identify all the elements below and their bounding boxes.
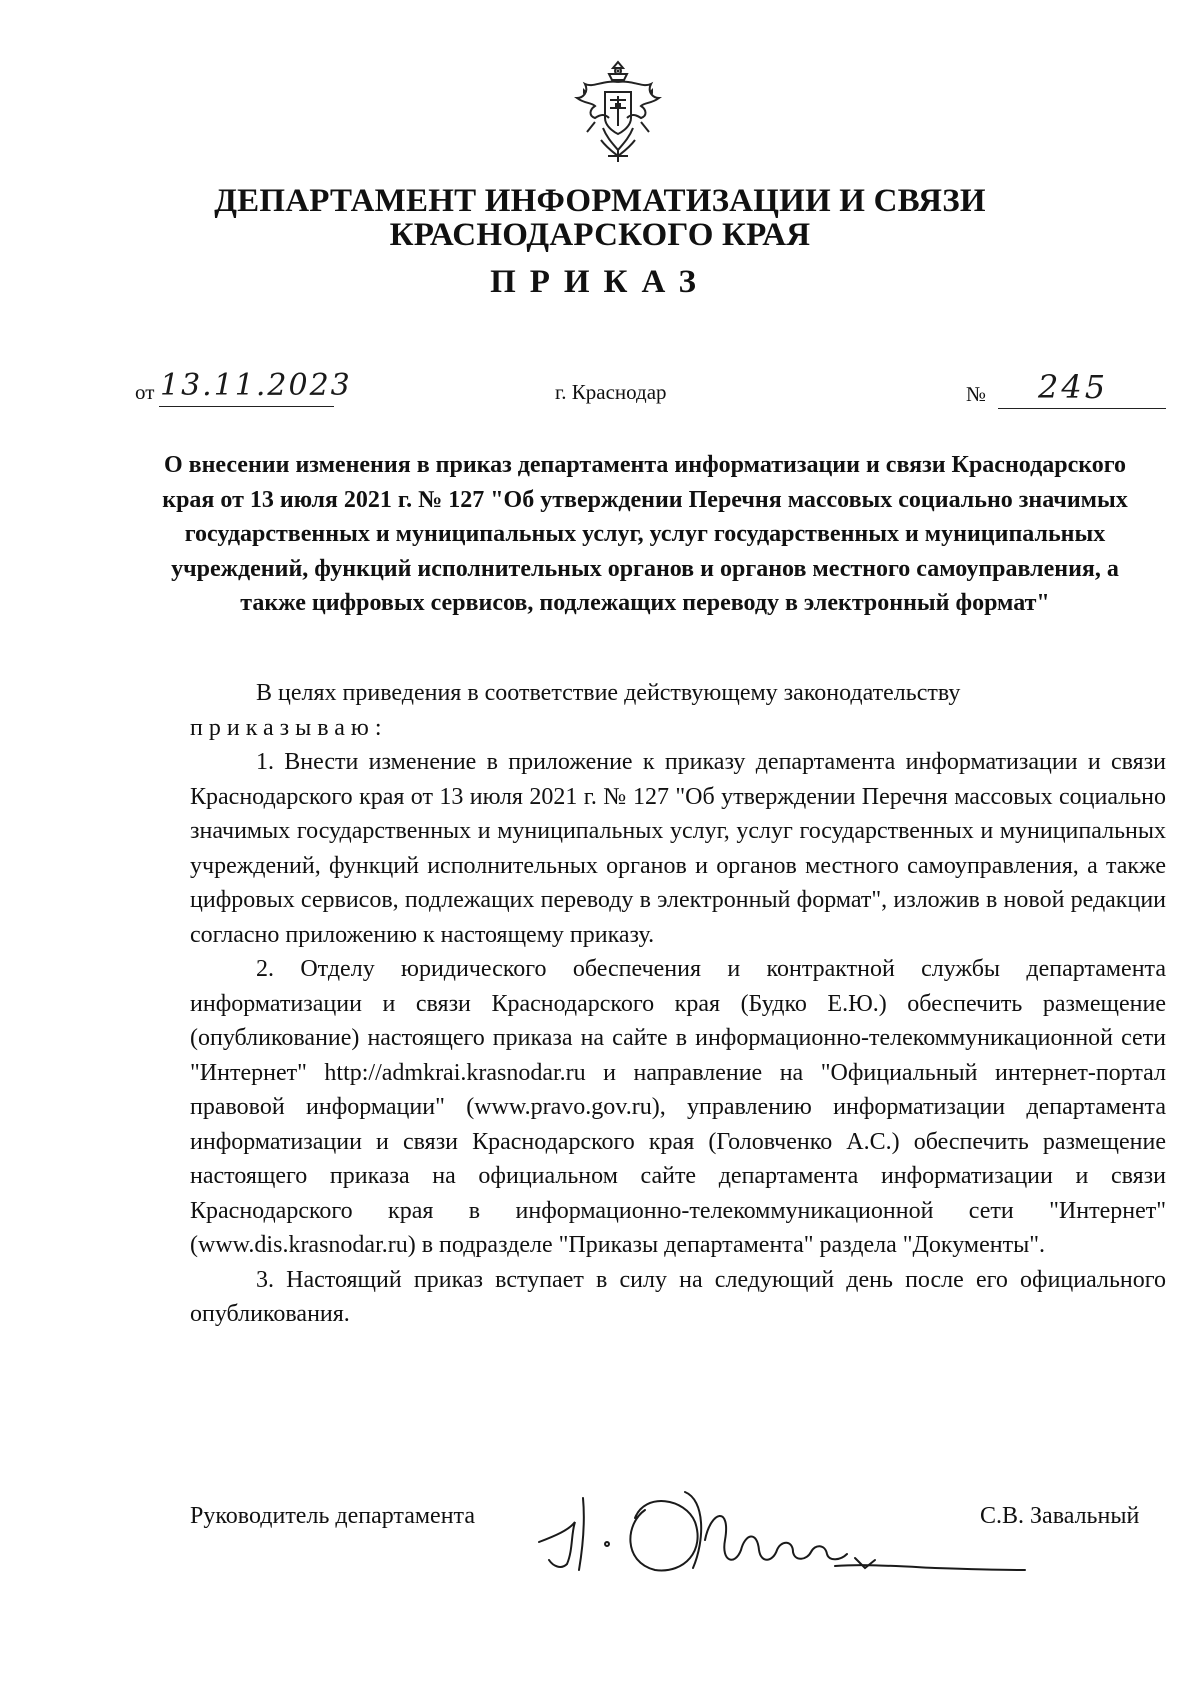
order-item-1: 1. Внести изменение в приложение к приказу департамента информатизации и связи Краснодарского края от 13 июля 2021 г. № 127 "Об утверждении Перечня массовых социально значимых государственных и муниципальных услуг, услуг государственных и муниципальных учреждений, функций исполнительных органов и органов местного самоуправления, а также цифровых сервисов, подлежащих переводу в электронный формат", изложив в новой редакции согласно приложению к настоящему приказу. xyxy=(190,749,1166,948)
order-word: приказываю: xyxy=(190,714,388,741)
organization-name-line1: ДЕПАРТАМЕНТ ИНФОРМАТИЗАЦИИ И СВЯЗИ xyxy=(214,183,986,219)
number-prefix: № xyxy=(966,382,987,406)
document-meta-row xyxy=(0,368,1200,418)
date-prefix: от xyxy=(135,380,155,404)
signatory-title: Руководитель департамента xyxy=(190,1503,475,1529)
handwritten-date: 13.11.2023 xyxy=(160,368,352,403)
date-underline xyxy=(159,406,334,407)
signatory-name: С.В. Завальный xyxy=(980,1503,1140,1529)
order-item-2: 2. Отделу юридического обеспечения и контрактной службы департамента информатизации и связи Краснодарского края (Будко Е.Ю.) обеспечить размещение (опубликование) настоящего приказа на сайте в информационно-телекоммуникационной сети "Интернет" http://admkrai.krasnodar.ru и направление на "Официальный интернет-портал правовой информации" (www.pravo.gov.ru), управлению информатизации департамента информатизации и связи Краснодарского края (Головченко А.С.) обеспечить размещение настоящего приказа на официальном сайте департамента информатизации и связи Краснодарского края в информационно-телекоммуникационной сети "Интернет" (www.dis.krasnodar.ru) в подразделе "Приказы департамента" раздела "Документы". xyxy=(190,956,1166,1258)
handwritten-number: 245 xyxy=(1038,368,1109,406)
coat-of-arms-icon xyxy=(573,58,663,166)
organization-name-line2: КРАСНОДАРСКОГО КРАЯ xyxy=(389,217,811,253)
body-intro: В целях приведения в соответствие действующему законодательству xyxy=(256,680,961,706)
document-type: ПРИКАЗ xyxy=(490,264,710,300)
number-underline xyxy=(998,408,1166,409)
city: г. Краснодар xyxy=(555,380,667,404)
document-body xyxy=(190,676,1166,1332)
order-item-3: 3. Настоящий приказ вступает в силу на следующий день после его официального опубликования. xyxy=(190,1266,1166,1327)
handwritten-signature xyxy=(535,1470,1055,1600)
document-subject: О внесении изменения в приказ департамента информатизации и связи Краснодарского края от 13 июля 2021 г. № 127 "Об утверждении Перечня массовых социально значимых государственных и муниципальных услуг, услуг государственных и муниципальных учреждений, функций исполнительных органов и органов местного самоуправления, а также цифровых сервисов, подлежащих переводу в электронный формат" xyxy=(162,452,1128,616)
